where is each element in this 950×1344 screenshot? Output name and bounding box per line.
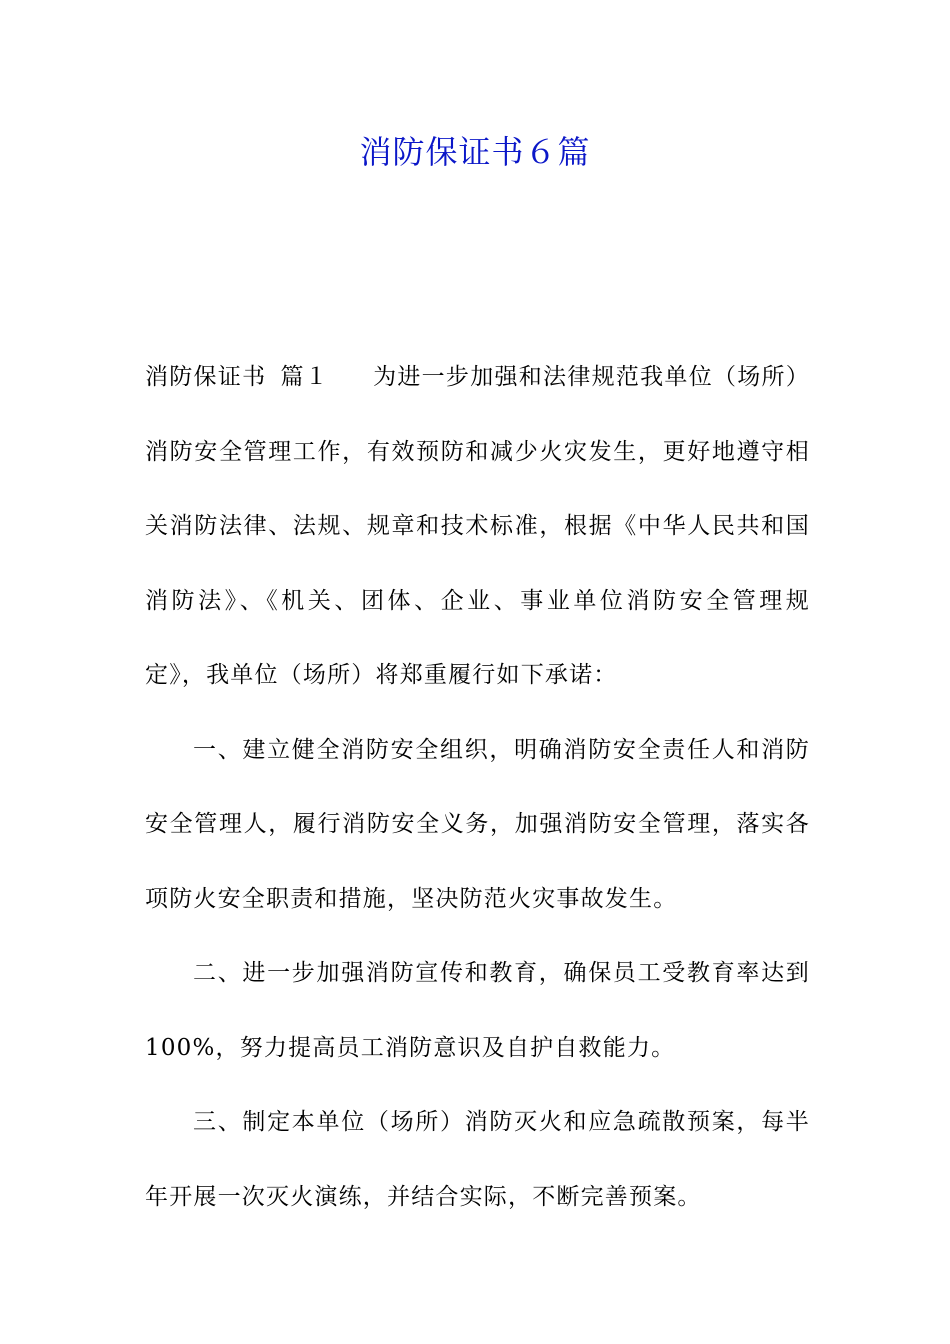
paragraph-2: 一、建立健全消防安全组织，明确消防安全责任人和消防安全管理人，履行消防安全义务，加强消防安全管理，落实各项防火安全职责和措施，坚决防范火灾事故发生。 [145,736,810,912]
paragraph-3: 二、进一步加强消防宣传和教育，确保员工受教育率达到100%，努力提高员工消防意识及自护自救能力。 [145,960,810,1061]
document-title: 消防保证书６篇 [359,133,591,171]
paragraph-1: 为进一步加强和法律规范我单位（场所）消防安全管理工作，有效预防和减少火灾发生，更好地遵守相关消防法律、法规、规章和技术标准，根据《中华人民共和国消防法》、《机关、团体、企业、事业单位消防安全管理规定》，我单位（场所）将郑重履行如下承诺： [145,364,811,688]
section-heading: 消防保证书 [145,364,267,390]
paragraph-4: 三、制定本单位（场所）消防灭火和应急疏散预案，每半年开展一次灭火演练，并结合实际，不断完善预案。 [145,1109,810,1210]
section-number: 篇１ [280,364,330,390]
intro-paragraph [145,340,810,713]
document-body [145,340,810,1234]
